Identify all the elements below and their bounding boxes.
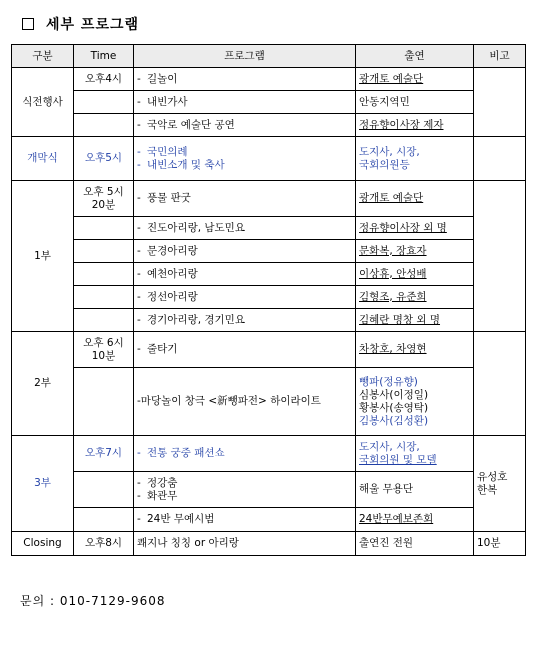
performer-cell: 김형조, 유준희 bbox=[356, 286, 474, 309]
performer-cell: 24반무예보존회 bbox=[356, 508, 474, 532]
program-cell: - 길놀이 bbox=[134, 68, 356, 91]
time-cell bbox=[74, 240, 134, 263]
program-cell: - 국악로 예술단 공연 bbox=[134, 114, 356, 137]
performer-cell: 정유향이사장 제자 bbox=[356, 114, 474, 137]
time-cell bbox=[74, 309, 134, 332]
table-row bbox=[12, 472, 526, 508]
header-row bbox=[12, 45, 526, 68]
note-line: 유성호 bbox=[477, 470, 508, 483]
program-cell: - 전통 궁중 패션쇼 bbox=[134, 436, 356, 472]
header-time: Time bbox=[74, 45, 134, 68]
performer-cell: 뺑파(정유향) 심봉사(이정일) 황봉사(송영탁) 김봉사(김성환) bbox=[356, 368, 474, 436]
note-cell bbox=[474, 332, 526, 436]
time-cell: 오후 5시20분 bbox=[74, 181, 134, 217]
section-heading bbox=[22, 14, 139, 34]
header-program: 프로그램 bbox=[134, 45, 356, 68]
performer-cell: 출연진 전원 bbox=[356, 532, 474, 556]
group-cell: 3부 bbox=[12, 436, 74, 532]
program-cell: - 문경아리랑 bbox=[134, 240, 356, 263]
time-cell bbox=[74, 508, 134, 532]
time-cell bbox=[74, 263, 134, 286]
table-row bbox=[12, 436, 526, 472]
program-cell: - 24반 무예시범 bbox=[134, 508, 356, 532]
program-cell: - 풍물 판굿 bbox=[134, 181, 356, 217]
header-group: 구분 bbox=[12, 45, 74, 68]
time-cell: 오후4시 bbox=[74, 68, 134, 91]
group-cell: 식전행사 bbox=[12, 68, 74, 137]
performer-cell: 이상휴, 안성배 bbox=[356, 263, 474, 286]
time-cell bbox=[74, 217, 134, 240]
program-cell: - 정강춤 - 화관무 bbox=[134, 472, 356, 508]
table-row bbox=[12, 91, 526, 114]
program-cell: - 예천아리랑 bbox=[134, 263, 356, 286]
group-cell: 개막식 bbox=[12, 137, 74, 181]
performer-cell: 도지사, 시장, 국회의원 및 모델 bbox=[356, 436, 474, 472]
group-cell: 2부 bbox=[12, 332, 74, 436]
time-cell: 오후 6시10분 bbox=[74, 332, 134, 368]
time-cell bbox=[74, 472, 134, 508]
program-cell: - 정선아리랑 bbox=[134, 286, 356, 309]
note-cell bbox=[474, 68, 526, 137]
time-cell bbox=[74, 368, 134, 436]
note-cell bbox=[474, 137, 526, 181]
performer-cell: 광개토 예술단 bbox=[356, 68, 474, 91]
performer-cell: 김혜란 명창 외 명 bbox=[356, 309, 474, 332]
performer-cell: 문화복, 장효자 bbox=[356, 240, 474, 263]
heading-text: 세부 프로그램 bbox=[46, 17, 140, 33]
program-cell: - 줄타기 bbox=[134, 332, 356, 368]
note-cell bbox=[474, 181, 526, 332]
group-cell: Closing bbox=[12, 532, 74, 556]
program-cell: - 국민의례 - 내빈소개 및 축사 bbox=[134, 137, 356, 181]
table-row bbox=[12, 532, 526, 556]
header-performer: 출연 bbox=[356, 45, 474, 68]
table-row bbox=[12, 240, 526, 263]
header-note: 비고 bbox=[474, 45, 526, 68]
note-line: 한복 bbox=[477, 483, 498, 496]
table-row bbox=[12, 368, 526, 436]
time-cell bbox=[74, 91, 134, 114]
table-row bbox=[12, 309, 526, 332]
table-row bbox=[12, 217, 526, 240]
performer-cell: 정유향이사장 외 명 bbox=[356, 217, 474, 240]
time-cell bbox=[74, 286, 134, 309]
time-cell: 오후5시 bbox=[74, 137, 134, 181]
checkbox-square-icon bbox=[22, 18, 34, 30]
program-cell: - 진도아리랑, 남도민요 bbox=[134, 217, 356, 240]
performer-cell: 차창호, 차영현 bbox=[356, 332, 474, 368]
performer-cell: 안동지역민 bbox=[356, 91, 474, 114]
note-cell: 10분 bbox=[474, 532, 526, 556]
note-cell bbox=[474, 436, 526, 532]
performer-cell: 해울 무용단 bbox=[356, 472, 474, 508]
table-row bbox=[12, 137, 526, 181]
program-table bbox=[11, 44, 526, 556]
table-row bbox=[12, 263, 526, 286]
table-row bbox=[12, 286, 526, 309]
time-cell: 오후8시 bbox=[74, 532, 134, 556]
table-row bbox=[12, 332, 526, 368]
table-row bbox=[12, 114, 526, 137]
contact-info: 문의 : 010-7129-9608 bbox=[20, 594, 166, 608]
program-cell: 쾌지나 칭칭 or 아리랑 bbox=[134, 532, 356, 556]
program-cell: - 내빈가사 bbox=[134, 91, 356, 114]
table-row bbox=[12, 181, 526, 217]
program-cell: - 경기아리랑, 경기민요 bbox=[134, 309, 356, 332]
time-cell bbox=[74, 114, 134, 137]
table-row bbox=[12, 68, 526, 91]
program-cell: -마당놀이 창극 <新뺑파전> 하이라이트 bbox=[134, 368, 356, 436]
performer-cell: 도지사, 시장, 국회의원등 bbox=[356, 137, 474, 181]
table-row bbox=[12, 508, 526, 532]
performer-cell: 광개토 예술단 bbox=[356, 181, 474, 217]
time-cell: 오후7시 bbox=[74, 436, 134, 472]
group-cell: 1부 bbox=[12, 181, 74, 332]
